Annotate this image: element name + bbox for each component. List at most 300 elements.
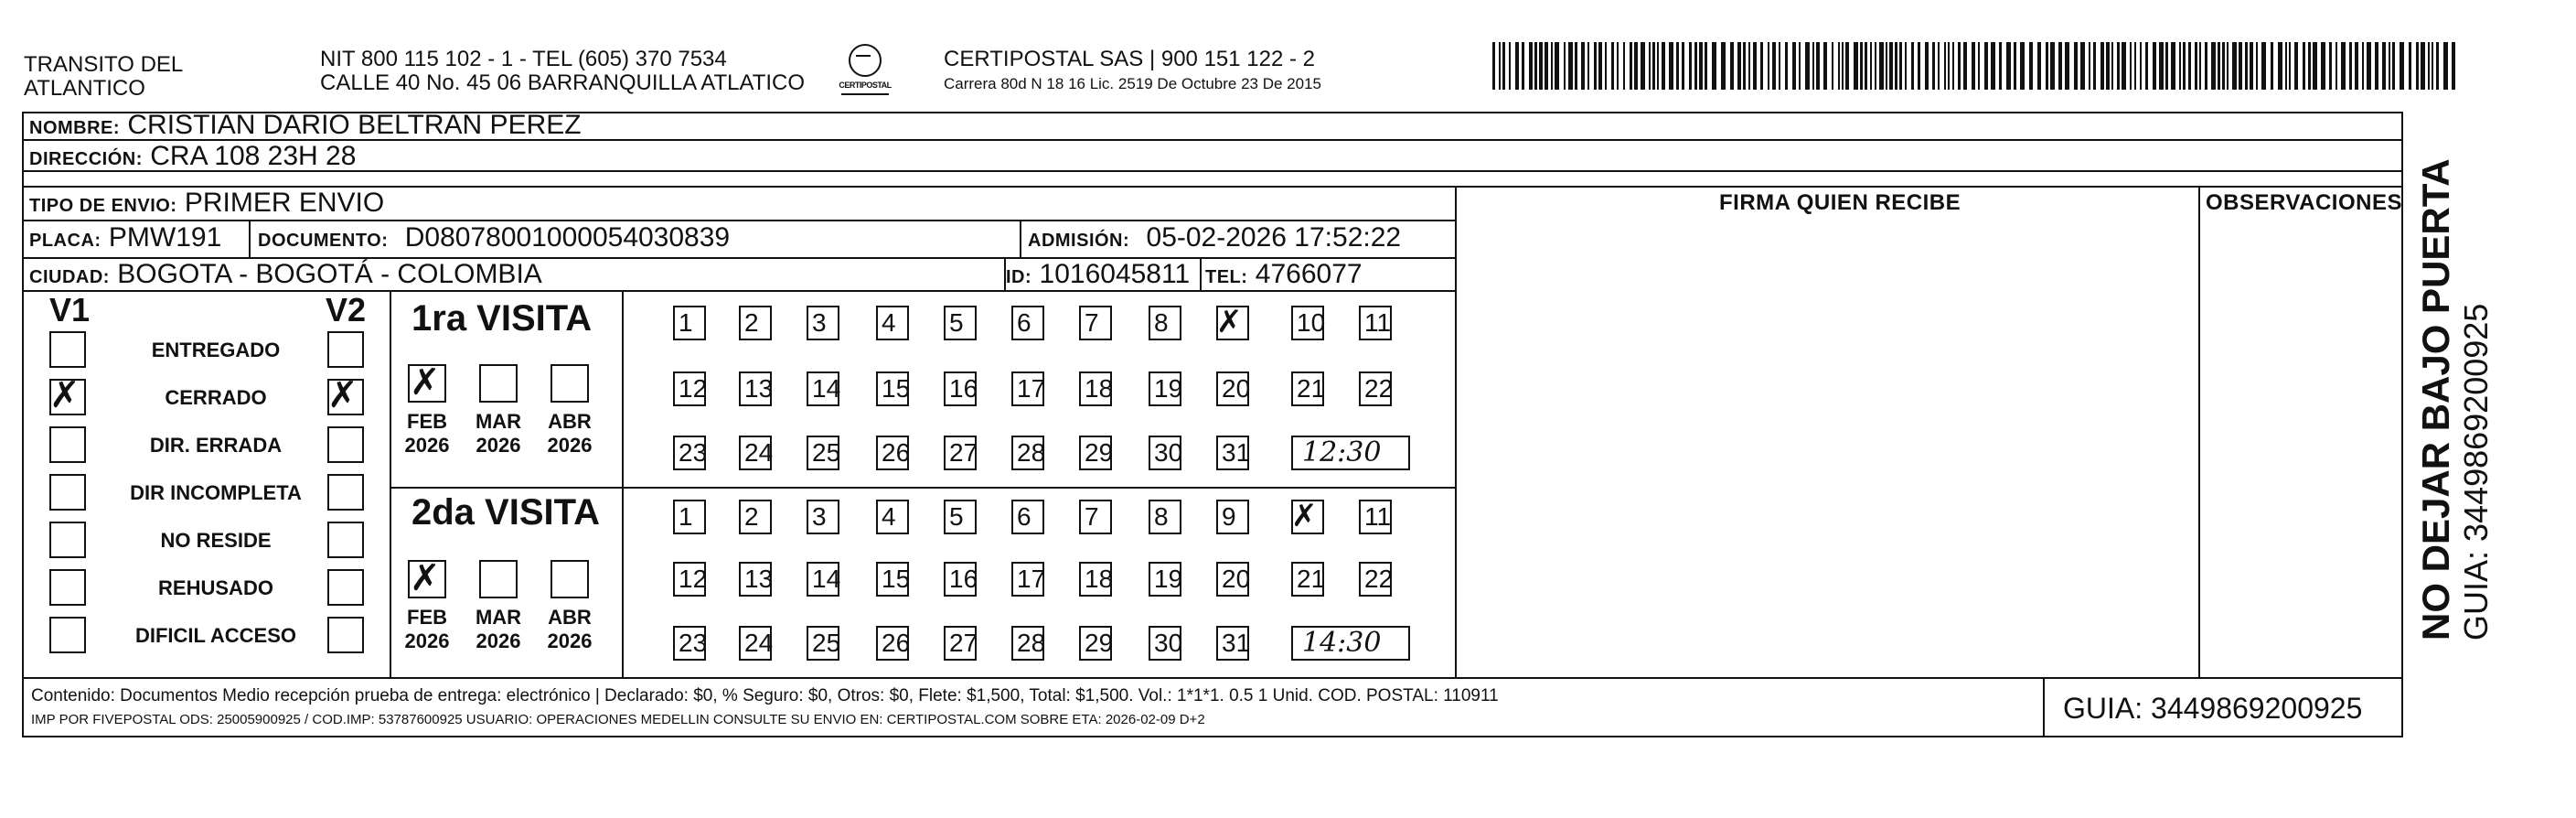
barcode-bar <box>1694 42 1697 90</box>
month-year: 2026 <box>476 434 521 457</box>
org-name <box>24 53 183 101</box>
day-box[interactable]: 25 <box>807 626 839 661</box>
day-box[interactable]: 12 <box>673 562 706 597</box>
barcode-bar <box>1785 42 1788 90</box>
day-box[interactable]: 11 <box>1359 306 1392 340</box>
day-box[interactable]: 31 <box>1216 436 1249 470</box>
placa-value: PMW191 <box>108 222 222 253</box>
barcode-bar <box>1952 42 1954 90</box>
check-mark-icon: ✗ <box>410 557 441 599</box>
no-dejar-text: NO DEJAR BAJO PUERTA <box>2414 158 2457 640</box>
barcode-bar <box>2122 42 2126 90</box>
barcode-bar <box>2153 42 2156 90</box>
barcode-bar <box>2367 42 2371 90</box>
barcode-bar <box>1938 42 1940 90</box>
license-line: Carrera 80d N 18 16 Lic. 2519 De Octubre 23 De 2015 <box>944 75 1321 92</box>
visit2-title: 2da VISITA <box>412 492 600 533</box>
month-name: ABR <box>548 606 592 629</box>
month-checkbox[interactable] <box>408 361 446 404</box>
barcode-bar <box>1529 42 1533 90</box>
barcode-bar <box>1948 42 1950 90</box>
day-box[interactable]: 22 <box>1359 371 1392 406</box>
day-box[interactable]: 17 <box>1011 371 1044 406</box>
day-box[interactable]: 3 <box>807 306 839 340</box>
day-box[interactable]: 2 <box>739 500 772 534</box>
day-box[interactable]: 24 <box>739 436 772 470</box>
v2-checkbox[interactable] <box>327 522 364 558</box>
day-box[interactable]: 9 <box>1216 500 1249 534</box>
barcode-bar <box>1832 42 1833 90</box>
nit-line: NIT 800 115 102 - 1 - TEL (605) 370 7534 <box>320 47 727 71</box>
month-name: MAR <box>475 606 522 629</box>
day-box[interactable]: 8 <box>1149 500 1181 534</box>
day-box[interactable]: 29 <box>1079 626 1112 661</box>
barcode-bar <box>2050 42 2055 90</box>
month-checkbox[interactable] <box>408 557 446 599</box>
barcode-bar <box>2065 42 2069 90</box>
barcode-bar <box>1799 42 1801 90</box>
barcode-bar <box>2106 42 2110 90</box>
barcode-bar <box>1870 42 1872 90</box>
v1-checkbox[interactable] <box>49 374 86 416</box>
day-box[interactable]: 25 <box>807 436 839 470</box>
direccion-row <box>29 141 356 175</box>
barcode-bar <box>1925 42 1929 90</box>
day-box[interactable]: 12 <box>673 371 706 406</box>
day-box[interactable]: 7 <box>1079 306 1112 340</box>
barcode-bar <box>1860 42 1863 90</box>
barcode-bar <box>1705 42 1707 90</box>
barcode-bar <box>2313 42 2317 90</box>
day-box[interactable]: 4 <box>876 306 909 340</box>
day-box[interactable]: 13 <box>739 562 772 597</box>
barcode-bar <box>2341 42 2346 90</box>
barcode-bar <box>2145 42 2148 90</box>
day-box[interactable]: 31 <box>1216 626 1249 661</box>
barcode-bar <box>1999 42 2002 90</box>
day-box[interactable]: 28 <box>1011 626 1044 661</box>
barcode-bar <box>1539 42 1543 90</box>
day-box[interactable]: 30 <box>1149 436 1181 470</box>
barcode-bar <box>2285 42 2287 90</box>
barcode-bar <box>2130 42 2132 90</box>
barcode-bar <box>1617 42 1619 90</box>
barcode-bar <box>2289 42 2291 90</box>
barcode-bar <box>2308 42 2311 90</box>
barcode-bar <box>1816 42 1820 90</box>
v2-checkbox[interactable] <box>327 569 364 606</box>
barcode-bar <box>1682 42 1684 90</box>
day-box[interactable]: 21 <box>1291 371 1324 406</box>
status-label: CERRADO <box>165 386 267 409</box>
direccion-value: CRA 108 23H 28 <box>150 141 357 171</box>
barcode-bar <box>1581 42 1585 90</box>
day-box[interactable]: 20 <box>1216 371 1249 406</box>
day-box[interactable]: 1 <box>673 306 706 340</box>
day-box[interactable]: 13 <box>739 371 772 406</box>
barcode-bar <box>1502 42 1505 90</box>
barcode-bar <box>1634 42 1638 90</box>
day-box[interactable]: 21 <box>1291 562 1324 597</box>
org-contact <box>320 48 805 95</box>
barcode-bar <box>2183 42 2186 90</box>
barcode-bar <box>2195 42 2197 90</box>
month-name: FEB <box>407 606 447 629</box>
barcode-bar <box>2443 42 2448 90</box>
barcode-bar <box>2089 42 2090 90</box>
tel-label: TEL: <box>1205 267 1248 287</box>
barcode-bar <box>1662 42 1665 90</box>
logo-emblem-icon <box>849 44 882 77</box>
day-box[interactable]: 22 <box>1359 562 1392 597</box>
day-box[interactable]: 3 <box>807 500 839 534</box>
day-box[interactable]: 16 <box>944 562 977 597</box>
month-checkbox[interactable] <box>479 364 518 403</box>
barcode-bar <box>2218 42 2220 90</box>
logo-text: CERTIPOSTAL <box>839 81 892 90</box>
barcode-bar <box>2199 42 2201 90</box>
barcode-bar <box>1918 42 1920 90</box>
barcode-bar <box>1699 42 1703 90</box>
org-line-2: ATLANTICO <box>24 76 145 101</box>
barcode-bar <box>2416 42 2419 90</box>
month-checkbox[interactable] <box>550 364 589 403</box>
day-box[interactable]: 7 <box>1079 500 1112 534</box>
day-box[interactable]: 15 <box>876 371 909 406</box>
day-box[interactable]: 2 <box>739 306 772 340</box>
day-box[interactable]: 19 <box>1149 371 1181 406</box>
direccion-label: DIRECCIÓN: <box>29 149 143 169</box>
status-label: NO RESIDE <box>160 529 272 552</box>
ciudad-value: BOGOTA - BOGOTÁ - COLOMBIA <box>117 259 542 289</box>
barcode-bar <box>1575 42 1577 90</box>
visit1-title: 1ra VISITA <box>412 298 593 339</box>
day-box[interactable]: 26 <box>876 436 909 470</box>
v2-header: V2 <box>326 291 367 328</box>
barcode-bar <box>2140 42 2142 90</box>
barcode-bar <box>2171 42 2175 90</box>
barcode-bar <box>1611 42 1614 90</box>
barcode-bar <box>2421 42 2425 90</box>
nombre-value: CRISTIAN DARIO BELTRAN PEREZ <box>127 110 582 140</box>
check-mark-icon: ✗ <box>1216 304 1243 340</box>
barcode-bar <box>2014 42 2016 90</box>
barcode-bar <box>1737 42 1741 90</box>
id-row <box>1006 259 1190 293</box>
day-box[interactable]: 6 <box>1011 306 1044 340</box>
barcode-bar <box>1555 42 1559 90</box>
barcode-bar <box>1730 42 1734 90</box>
side-guia: GUIA: 3449869200925 <box>2457 303 2495 640</box>
v2-checkbox[interactable] <box>327 426 364 463</box>
day-box[interactable]: 11 <box>1359 500 1392 534</box>
barcode-bar <box>1805 42 1810 90</box>
barcode-bar <box>1534 42 1537 90</box>
status-label: DIR INCOMPLETA <box>130 481 302 504</box>
barcode-bar <box>2222 42 2225 90</box>
handwritten-time: 14:30 <box>1302 627 1382 659</box>
month-name: FEB <box>407 410 447 433</box>
barcode-bar <box>2428 42 2430 90</box>
month-label <box>399 410 455 457</box>
month-name: ABR <box>548 410 592 433</box>
barcode-bar <box>2080 42 2085 90</box>
barcode-bar <box>2432 42 2433 90</box>
month-year: 2026 <box>404 630 450 652</box>
ciudad-label: CIUDAD: <box>29 267 110 287</box>
barcode-bar <box>1753 42 1757 90</box>
barcode-bar <box>1911 42 1914 90</box>
admision-label: ADMISIÓN: <box>1028 231 1130 251</box>
day-box[interactable]: 6 <box>1011 500 1044 534</box>
barcode-bar <box>2046 42 2048 90</box>
barcode-bar <box>2400 42 2404 90</box>
v1-header: V1 <box>49 291 91 328</box>
barcode-bar <box>1812 42 1814 90</box>
barcode-bar <box>1932 42 1935 90</box>
barcode-bar <box>1669 42 1673 90</box>
barcode-bar <box>1568 42 1573 90</box>
barcode-bar <box>1886 42 1887 90</box>
documento-row <box>258 222 730 256</box>
barcode-bar <box>1499 42 1501 90</box>
barcode-bar <box>1657 42 1659 90</box>
barcode-bar <box>1689 42 1692 90</box>
barcode-bar <box>1760 42 1763 90</box>
barcode-bar <box>1905 42 1907 90</box>
side-text <box>2414 158 2495 640</box>
barcode-bar <box>1895 42 1897 90</box>
day-box[interactable]: 1 <box>673 500 706 534</box>
barcode-bar <box>2355 42 2358 90</box>
month-label <box>470 410 527 457</box>
barcode-bar <box>1865 42 1867 90</box>
month-label <box>470 606 527 653</box>
day-box[interactable]: 8 <box>1149 306 1181 340</box>
certipostal-logo <box>832 44 898 104</box>
day-box[interactable]: 27 <box>944 436 977 470</box>
barcode-bar <box>2278 42 2282 90</box>
day-box[interactable] <box>1216 306 1249 340</box>
barcode-bar <box>1649 42 1651 90</box>
v1-checkbox[interactable] <box>49 426 86 463</box>
day-box[interactable]: 18 <box>1079 562 1112 597</box>
barcode-bar <box>2159 42 2164 90</box>
address-line: CALLE 40 No. 45 06 BARRANQUILLA ATLATICO <box>320 70 806 95</box>
v2-checkbox[interactable] <box>327 331 364 368</box>
day-box[interactable]: 19 <box>1149 562 1181 597</box>
barcode-bar <box>2349 42 2352 90</box>
tipo-row <box>29 188 384 221</box>
barcode-bar <box>2111 42 2113 90</box>
status-label: DIR. ERRADA <box>149 434 283 457</box>
handwritten-time: 12:30 <box>1302 436 1382 468</box>
barcode-bar <box>2227 42 2229 90</box>
placa-label: PLACA: <box>29 231 102 251</box>
v1-checkbox[interactable] <box>49 617 86 653</box>
day-box[interactable]: 16 <box>944 371 977 406</box>
day-box[interactable]: 5 <box>944 306 977 340</box>
org-line-1: TRANSITO DEL <box>24 52 184 77</box>
day-box[interactable]: 10 <box>1291 306 1324 340</box>
nombre-row <box>29 110 582 144</box>
barcode-bar <box>2256 42 2258 90</box>
day-box[interactable] <box>1291 500 1324 534</box>
day-box[interactable]: 15 <box>876 562 909 597</box>
barcode-bar <box>1594 42 1597 90</box>
barcode-bar <box>2134 42 2136 90</box>
month-checkbox[interactable] <box>550 560 589 598</box>
month-year: 2026 <box>404 434 450 457</box>
day-box[interactable]: 23 <box>673 436 706 470</box>
barcode-bar <box>1768 42 1769 90</box>
barcode-bar <box>2303 42 2305 90</box>
tipo-label: TIPO DE ENVIO: <box>29 196 177 216</box>
month-year: 2026 <box>547 630 593 652</box>
status-label: ENTREGADO <box>151 339 281 361</box>
barcode-bar <box>2179 42 2181 90</box>
barcode-bar <box>1823 42 1827 90</box>
day-box[interactable]: 5 <box>944 500 977 534</box>
v1-checkbox[interactable] <box>49 474 86 511</box>
day-box[interactable]: 30 <box>1149 626 1181 661</box>
check-mark-icon: ✗ <box>410 361 441 404</box>
barcode-bar <box>2336 42 2337 90</box>
status-label: REHUSADO <box>158 576 273 599</box>
v2-checkbox[interactable] <box>327 474 364 511</box>
day-box[interactable]: 28 <box>1011 436 1044 470</box>
firma-header: FIRMA QUIEN RECIBE <box>1719 190 1961 215</box>
barcode-bar <box>1587 42 1589 90</box>
day-box[interactable]: 29 <box>1079 436 1112 470</box>
day-box[interactable]: 24 <box>739 626 772 661</box>
barcode-bar <box>2188 42 2191 90</box>
month-name: MAR <box>475 410 522 433</box>
day-box[interactable]: 26 <box>876 626 909 661</box>
barcode-bar <box>1958 42 1961 90</box>
day-box[interactable]: 14 <box>807 562 839 597</box>
admision-value: 05-02-2026 17:52:22 <box>1146 222 1402 253</box>
check-mark-icon: ✗ <box>327 374 358 416</box>
barcode-bar <box>1854 42 1858 90</box>
barcode-bar <box>2436 42 2439 90</box>
barcode-bar <box>1551 42 1553 90</box>
barcode-bar <box>2294 42 2298 90</box>
barcode-bar <box>1972 42 1975 90</box>
barcode-bar <box>1676 42 1679 90</box>
barcode-bar <box>2205 42 2207 90</box>
barcode-bar <box>2006 42 2011 90</box>
barcode-bar <box>1944 42 1946 90</box>
barcode-bar <box>1598 42 1602 90</box>
day-box[interactable]: 20 <box>1216 562 1249 597</box>
barcode-bar <box>2239 42 2242 90</box>
v1-checkbox[interactable] <box>49 569 86 606</box>
barcode-bar <box>2058 42 2062 90</box>
barcode-bar <box>2392 42 2395 90</box>
barcode-bar <box>2452 42 2455 90</box>
barcode-bar <box>1743 42 1746 90</box>
barcode-bar <box>1875 42 1876 90</box>
barcode <box>1492 42 2462 90</box>
barcode-bar <box>1748 42 1750 90</box>
barcode-bar <box>2020 42 2025 90</box>
barcode-bar <box>1879 42 1884 90</box>
v1-checkbox[interactable] <box>49 331 86 368</box>
barcode-bar <box>1605 42 1607 90</box>
barcode-bar <box>1772 42 1776 90</box>
day-box[interactable]: 23 <box>673 626 706 661</box>
admision-row <box>1028 222 1401 256</box>
barcode-bar <box>1842 42 1844 90</box>
barcode-bar <box>2211 42 2216 90</box>
month-label <box>541 606 598 653</box>
observaciones-header: OBSERVACIONES <box>2206 190 2402 215</box>
barcode-bar <box>1545 42 1548 90</box>
month-checkbox[interactable] <box>479 560 518 598</box>
v2-checkbox[interactable] <box>327 374 364 416</box>
barcode-bar <box>1652 42 1655 90</box>
barcode-bar <box>1630 42 1632 90</box>
time-box[interactable] <box>1291 626 1410 661</box>
day-box[interactable]: 27 <box>944 626 977 661</box>
imp-text: IMP POR FIVEPOSTAL ODS: 25005900925 / COD.IMP: 53787600925 USUARIO: OPERACIONES MEDELLIN CONSULTE SU ENVIO EN: CERTIPOSTAL.COM SOBRE ETA: 2026-02-09 D+2 <box>31 712 1205 727</box>
barcode-bar <box>2321 42 2325 90</box>
barcode-bar <box>2389 42 2390 90</box>
v2-checkbox[interactable] <box>327 617 364 653</box>
company-info <box>944 48 1321 93</box>
tipo-value: PRIMER ENVIO <box>184 188 385 218</box>
barcode-bar <box>2271 42 2273 90</box>
barcode-bar <box>1792 42 1796 90</box>
documento-label: DOCUMENTO: <box>258 231 389 251</box>
check-mark-icon: ✗ <box>49 374 80 416</box>
day-box[interactable]: 14 <box>807 371 839 406</box>
id-value: 1016045811 <box>1039 259 1191 289</box>
barcode-bar <box>2245 42 2248 90</box>
barcode-bar <box>2232 42 2237 90</box>
day-box[interactable]: 18 <box>1079 371 1112 406</box>
month-label <box>399 606 455 653</box>
check-mark-icon: ✗ <box>1291 498 1318 534</box>
month-year: 2026 <box>547 434 593 457</box>
nombre-label: NOMBRE: <box>29 118 121 138</box>
contenido-text: Contenido: Documentos Medio recepción prueba de entrega: electrónico | Declarado: $0, % Seguro: $0, Otros: $0, Flete: $1,500, Total: $1,500. Vol.: 1*1*1. 0.5 1 Unid. COD. POSTAL: 110911 <box>31 686 1499 705</box>
v1-checkbox[interactable] <box>49 522 86 558</box>
id-label: ID: <box>1006 267 1032 287</box>
barcode-bar <box>2074 42 2078 90</box>
barcode-bar <box>1838 42 1840 90</box>
day-box[interactable]: 4 <box>876 500 909 534</box>
barcode-bar <box>2409 42 2411 90</box>
month-year: 2026 <box>476 630 521 652</box>
barcode-bar <box>2093 42 2096 90</box>
documento-value: D08078001000054030839 <box>404 222 731 253</box>
barcode-bar <box>1984 42 1988 90</box>
barcode-bar <box>1991 42 1995 90</box>
barcode-bar <box>1899 42 1902 90</box>
barcode-bar <box>1509 42 1511 90</box>
day-box[interactable]: 17 <box>1011 562 1044 597</box>
time-box[interactable] <box>1291 436 1410 470</box>
barcode-bar <box>2329 42 2332 90</box>
barcode-bar <box>1492 42 1495 90</box>
status-label: DIFICIL ACCESO <box>134 624 296 647</box>
barcode-bar <box>2375 42 2378 90</box>
tel-row <box>1205 259 1363 293</box>
barcode-bar <box>2037 42 2041 90</box>
barcode-bar <box>1623 42 1625 90</box>
